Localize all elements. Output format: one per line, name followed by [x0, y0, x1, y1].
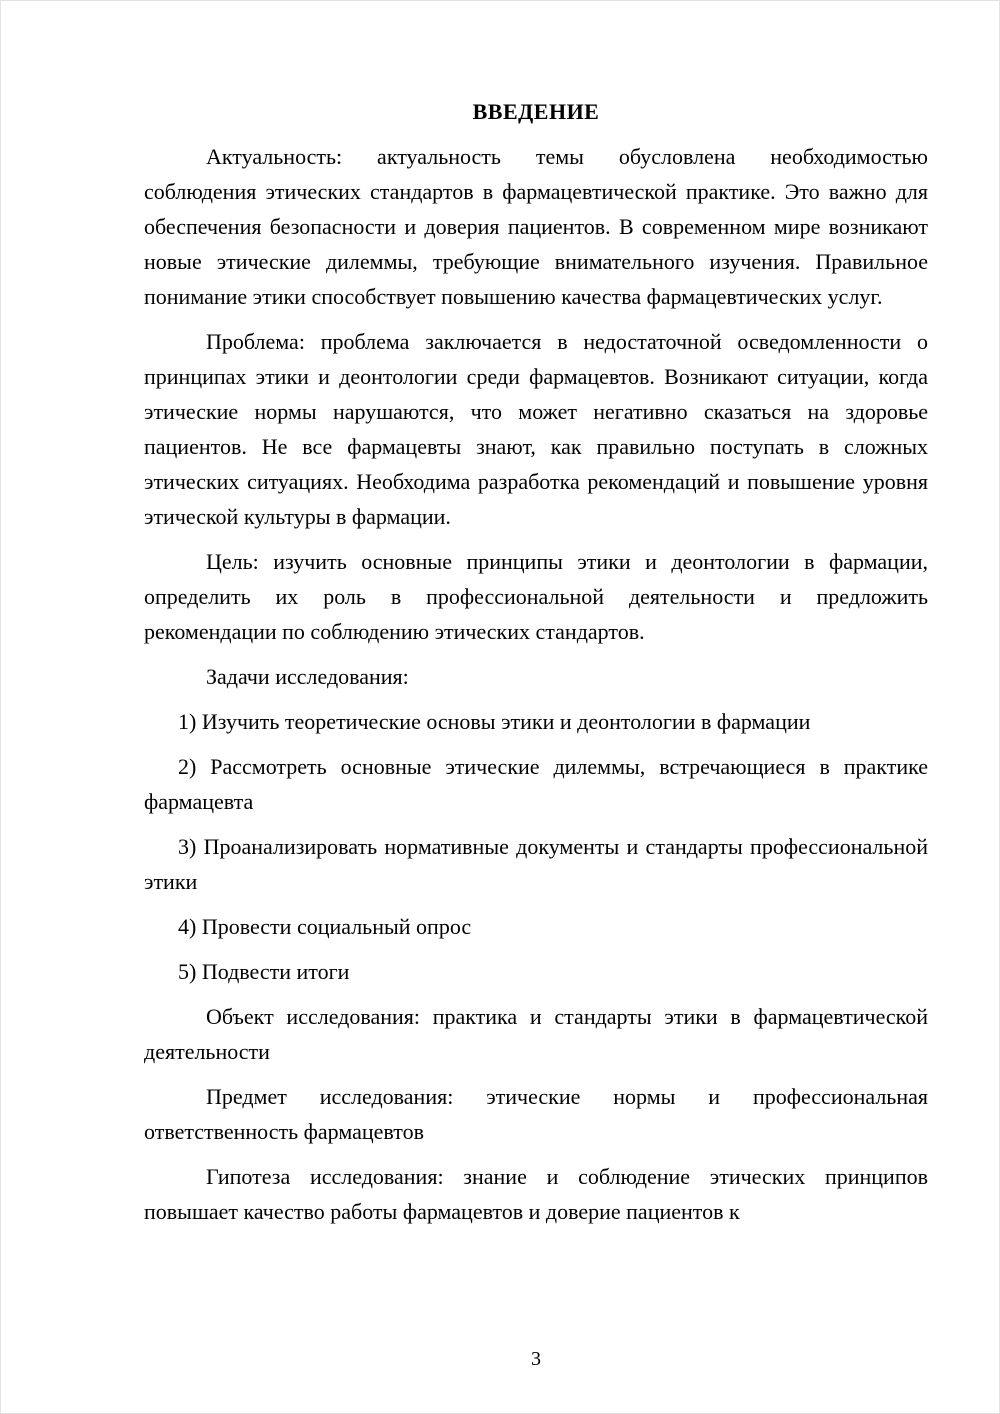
page-number: 3	[531, 1348, 541, 1370]
list-item-2: 2) Рассмотреть основные этические дилеммы, встречающиеся в практике фармацевта	[144, 754, 928, 814]
paragraph-problema: Проблема: проблема заключается в недостаточной осведомленности о принципах этики и деонтологии среди фармацевтов. Возникают ситуации, когда этические нормы нарушаются, что может негативно сказаться на здоровье пациентов. Не все фармацевты знают, как правильно поступать в сложных этических ситуациях. Необходима разработка рекомендаций и повышение уровня этической культуры в фармации.	[144, 329, 928, 529]
list-item-4: 4) Провести социальный опрос	[178, 914, 472, 939]
paragraph-predmet: Предмет исследования: этические нормы и профессиональная ответственность фармацевтов	[144, 1084, 928, 1144]
list-item-1: 1) Изучить теоретические основы этики и деонтологии в фармации	[178, 709, 811, 734]
list-item-5: 5) Подвести итоги	[178, 959, 350, 984]
paragraph-obekt: Объект исследования: практика и стандарты этики в фармацевтической деятельности	[144, 1004, 928, 1064]
page-title: ВВЕДЕНИЕ	[472, 99, 600, 124]
list-item-3: 3) Проанализировать нормативные документы и стандарты профессиональной этики	[144, 834, 928, 894]
paragraph-zadachi-heading: Задачи исследования:	[206, 664, 409, 689]
paragraph-tsel: Цель: изучить основные принципы этики и деонтологии в фармации, определить их роль в профессиональной деятельности и предложить рекомендации по соблюдению этических стандартов.	[144, 549, 928, 644]
paragraph-aktualnost: Актуальность: актуальность темы обусловлена необходимостью соблюдения этических стандартов в фармацевтической практике. Это важно для обеспечения безопасности и доверия пациентов. В современном мире возникают новые этические дилеммы, требующие внимательного изучения. Правильное понимание этики способствует повышению качества фармацевтических услуг.	[144, 144, 928, 309]
paragraph-gipoteza: Гипотеза исследования: знание и соблюдение этических принципов повышает качество работы фармацевтов и доверие пациентов к	[144, 1164, 928, 1224]
